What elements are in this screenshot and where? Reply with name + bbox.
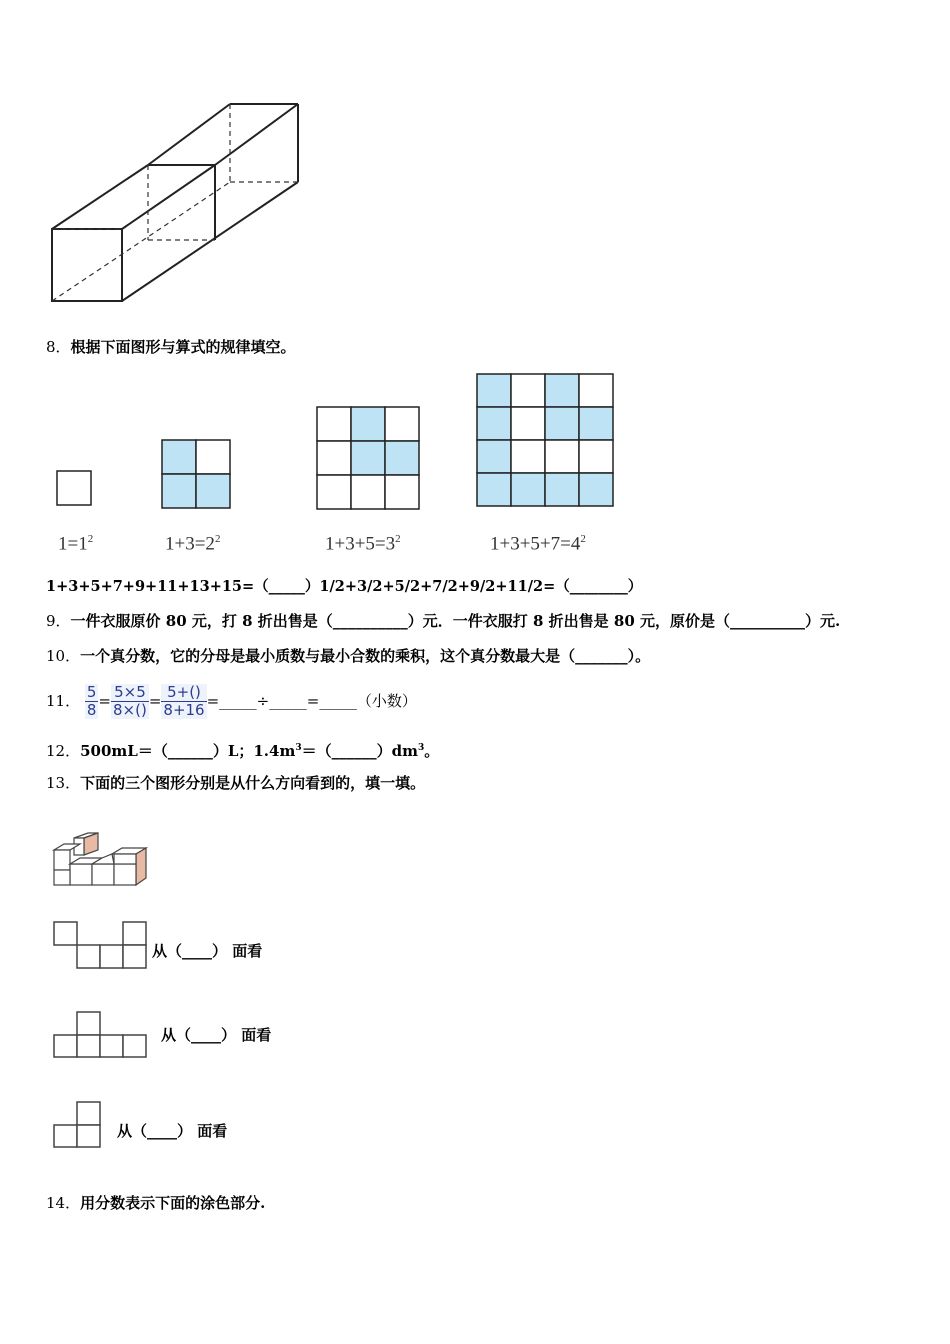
grid-3x3 xyxy=(317,407,419,509)
view-2-label: 从（____） 面看 xyxy=(161,1026,272,1044)
view-3-label: 从（____） 面看 xyxy=(117,1122,228,1140)
question-13: 13．下面的三个图形分别是从什么方向看到的，填一填。 xyxy=(46,774,426,792)
question-11: 11． $\frac{5}{8}$ = $\frac{5\times 5}{8\times()}$ = $\frac{5+()}{8+16}$ =_____÷_____=_____（小数） xyxy=(46,682,417,719)
fraction-5x5: $\frac{5\times 5}{8\times()}$ xyxy=(113,682,147,719)
view-3-figure xyxy=(52,1100,104,1150)
question-text: 根据下面图形与算式的规律填空。 xyxy=(70,338,296,356)
cube-stack-figure xyxy=(50,830,150,890)
q8-fill-line: 1+3+5+7+9+11+13+15=（_____）1/2+3/2+5/2+7/2+9/2+11/2=（________） xyxy=(46,578,643,595)
view-1-label: 从（____） 面看 xyxy=(152,942,263,960)
view-1-figure xyxy=(52,920,148,972)
question-9: 9．一件衣服原价 80 元，打 8 折出售是（__________）元．一件衣服打 8 折出售是 80 元，原价是（__________）元. xyxy=(46,612,841,630)
square-pattern-figure xyxy=(50,368,620,513)
fraction-5-8: $\frac{5}{8}$ xyxy=(86,682,97,719)
formula-label-4: $1+3+5+7=4^2$ xyxy=(490,533,586,555)
question-12: 12．500mL＝（______）L；$1.4m^3=(\_\_\_\_\_\_)dm^3$。 xyxy=(46,742,440,760)
question-10: 10．一个真分数，它的分母是最小质数与最小合数的乘积，这个真分数最大是（_______）。 xyxy=(46,647,651,665)
grid-1x1 xyxy=(57,471,91,505)
grid-4x4 xyxy=(477,374,613,506)
view-2-figure xyxy=(52,1010,148,1060)
question-14: 14．用分数表示下面的涂色部分. xyxy=(46,1194,266,1212)
formula-label-3: $1+3+5=3^2$ xyxy=(325,533,401,555)
fraction-5plus: $\frac{5+()}{8+16}$ xyxy=(163,682,205,719)
grid-2x2 xyxy=(162,440,230,508)
question-8 xyxy=(46,337,296,357)
formula-label-1: $1=1^2$ xyxy=(58,533,94,555)
cuboid-figure xyxy=(40,95,315,310)
formula-label-2: $1+3=2^2$ xyxy=(165,533,221,555)
question-number: 8． xyxy=(46,338,71,356)
